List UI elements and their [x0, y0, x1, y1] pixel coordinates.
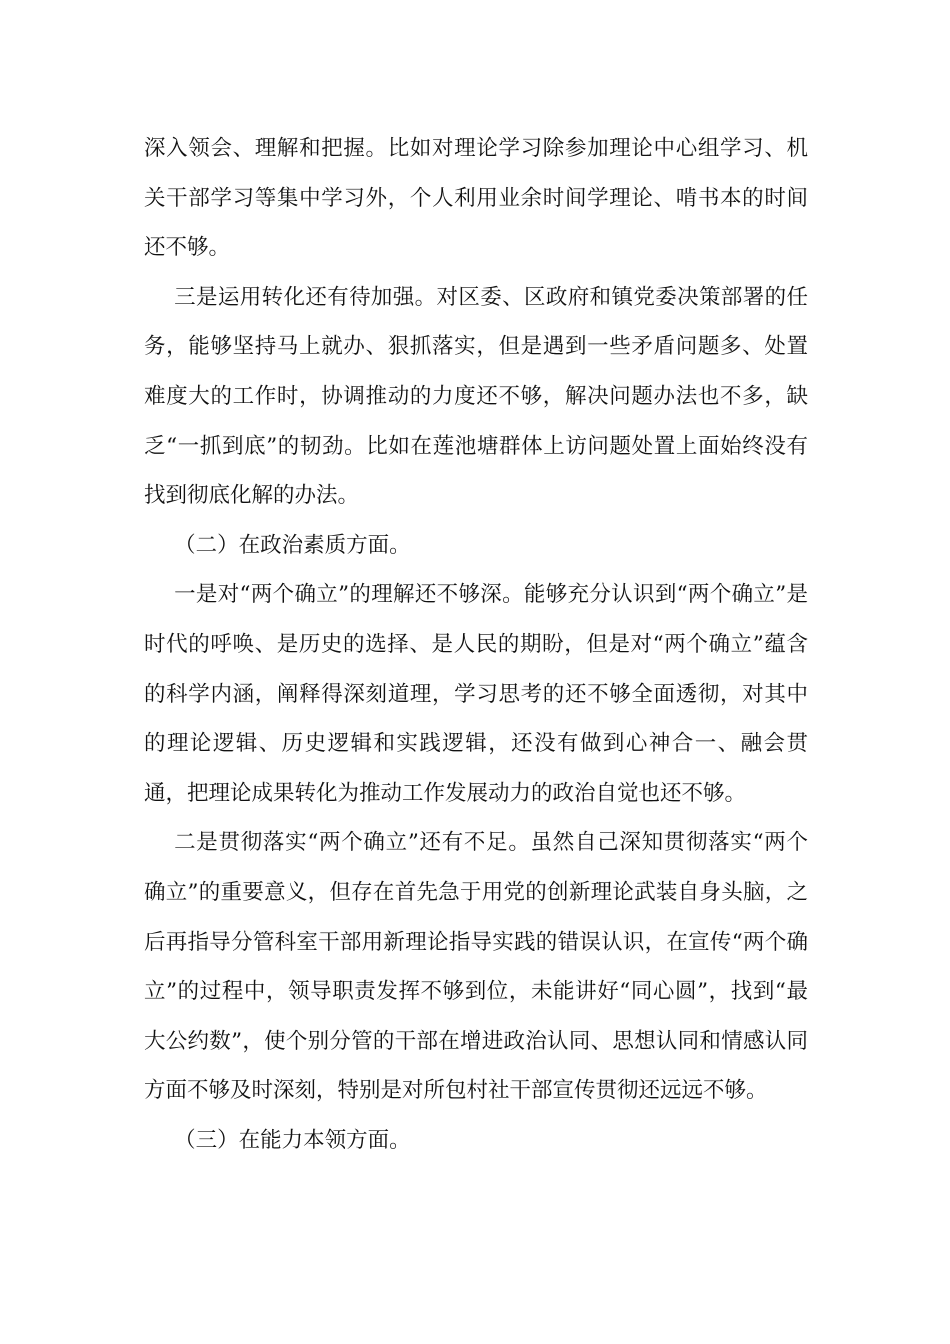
- paragraph-implementing-two-establishments: 二是贯彻落实“两个确立”还有不足。虽然自己深知贯彻落实“两个确立”的重要意义，但存在首先急于用党的创新理论武装自身头脑，之后再指导分管科室干部用新理论指导实践的错误认识，在宣传“两个确立”的过程中，领导职责发挥不够到位，未能讲好“同心圆”，找到“最大公约数”，使个别分管的干部在增进政治认同、思想认同和情感认同方面不够及时深刻，特别是对所包村社干部宣传贯彻还远远不够。: [144, 830, 808, 1104]
- section-heading-political-quality: （二）在政治素质方面。: [174, 532, 411, 558]
- paragraph-application-transformation: 三是运用转化还有待加强。对区委、区政府和镇党委决策部署的任务，能够坚持马上就办、狠抓落实，但是遇到一些矛盾问题多、处置难度大的工作时，协调推动的力度还不够，解决问题办法也不多，缺乏“一抓到底”的韧劲。比如在莲池塘群体上访问题处置上面始终没有找到彻底化解的办法。: [144, 284, 808, 509]
- document-body: [144, 124, 808, 1165]
- paragraph-continuation: 深入领会、理解和把握。比如对理论学习除参加理论中心组学习、机关干部学习等集中学习外，个人利用业余时间学理论、啃书本的时间还不够。: [144, 136, 808, 261]
- paragraph-understanding-two-establishments: 一是对“两个确立”的理解还不够深。能够充分认识到“两个确立”是时代的呼唤、是历史的选择、是人民的期盼，但是对“两个确立”蕴含的科学内涵，阐释得深刻道理，学习思考的还不够全面透彻，对其中的理论逻辑、历史逻辑和实践逻辑，还没有做到心神合一、融会贯通，把理论成果转化为推动工作发展动力的政治自觉也还不够。: [144, 582, 808, 806]
- section-heading-ability: （三）在能力本领方面。: [174, 1127, 411, 1153]
